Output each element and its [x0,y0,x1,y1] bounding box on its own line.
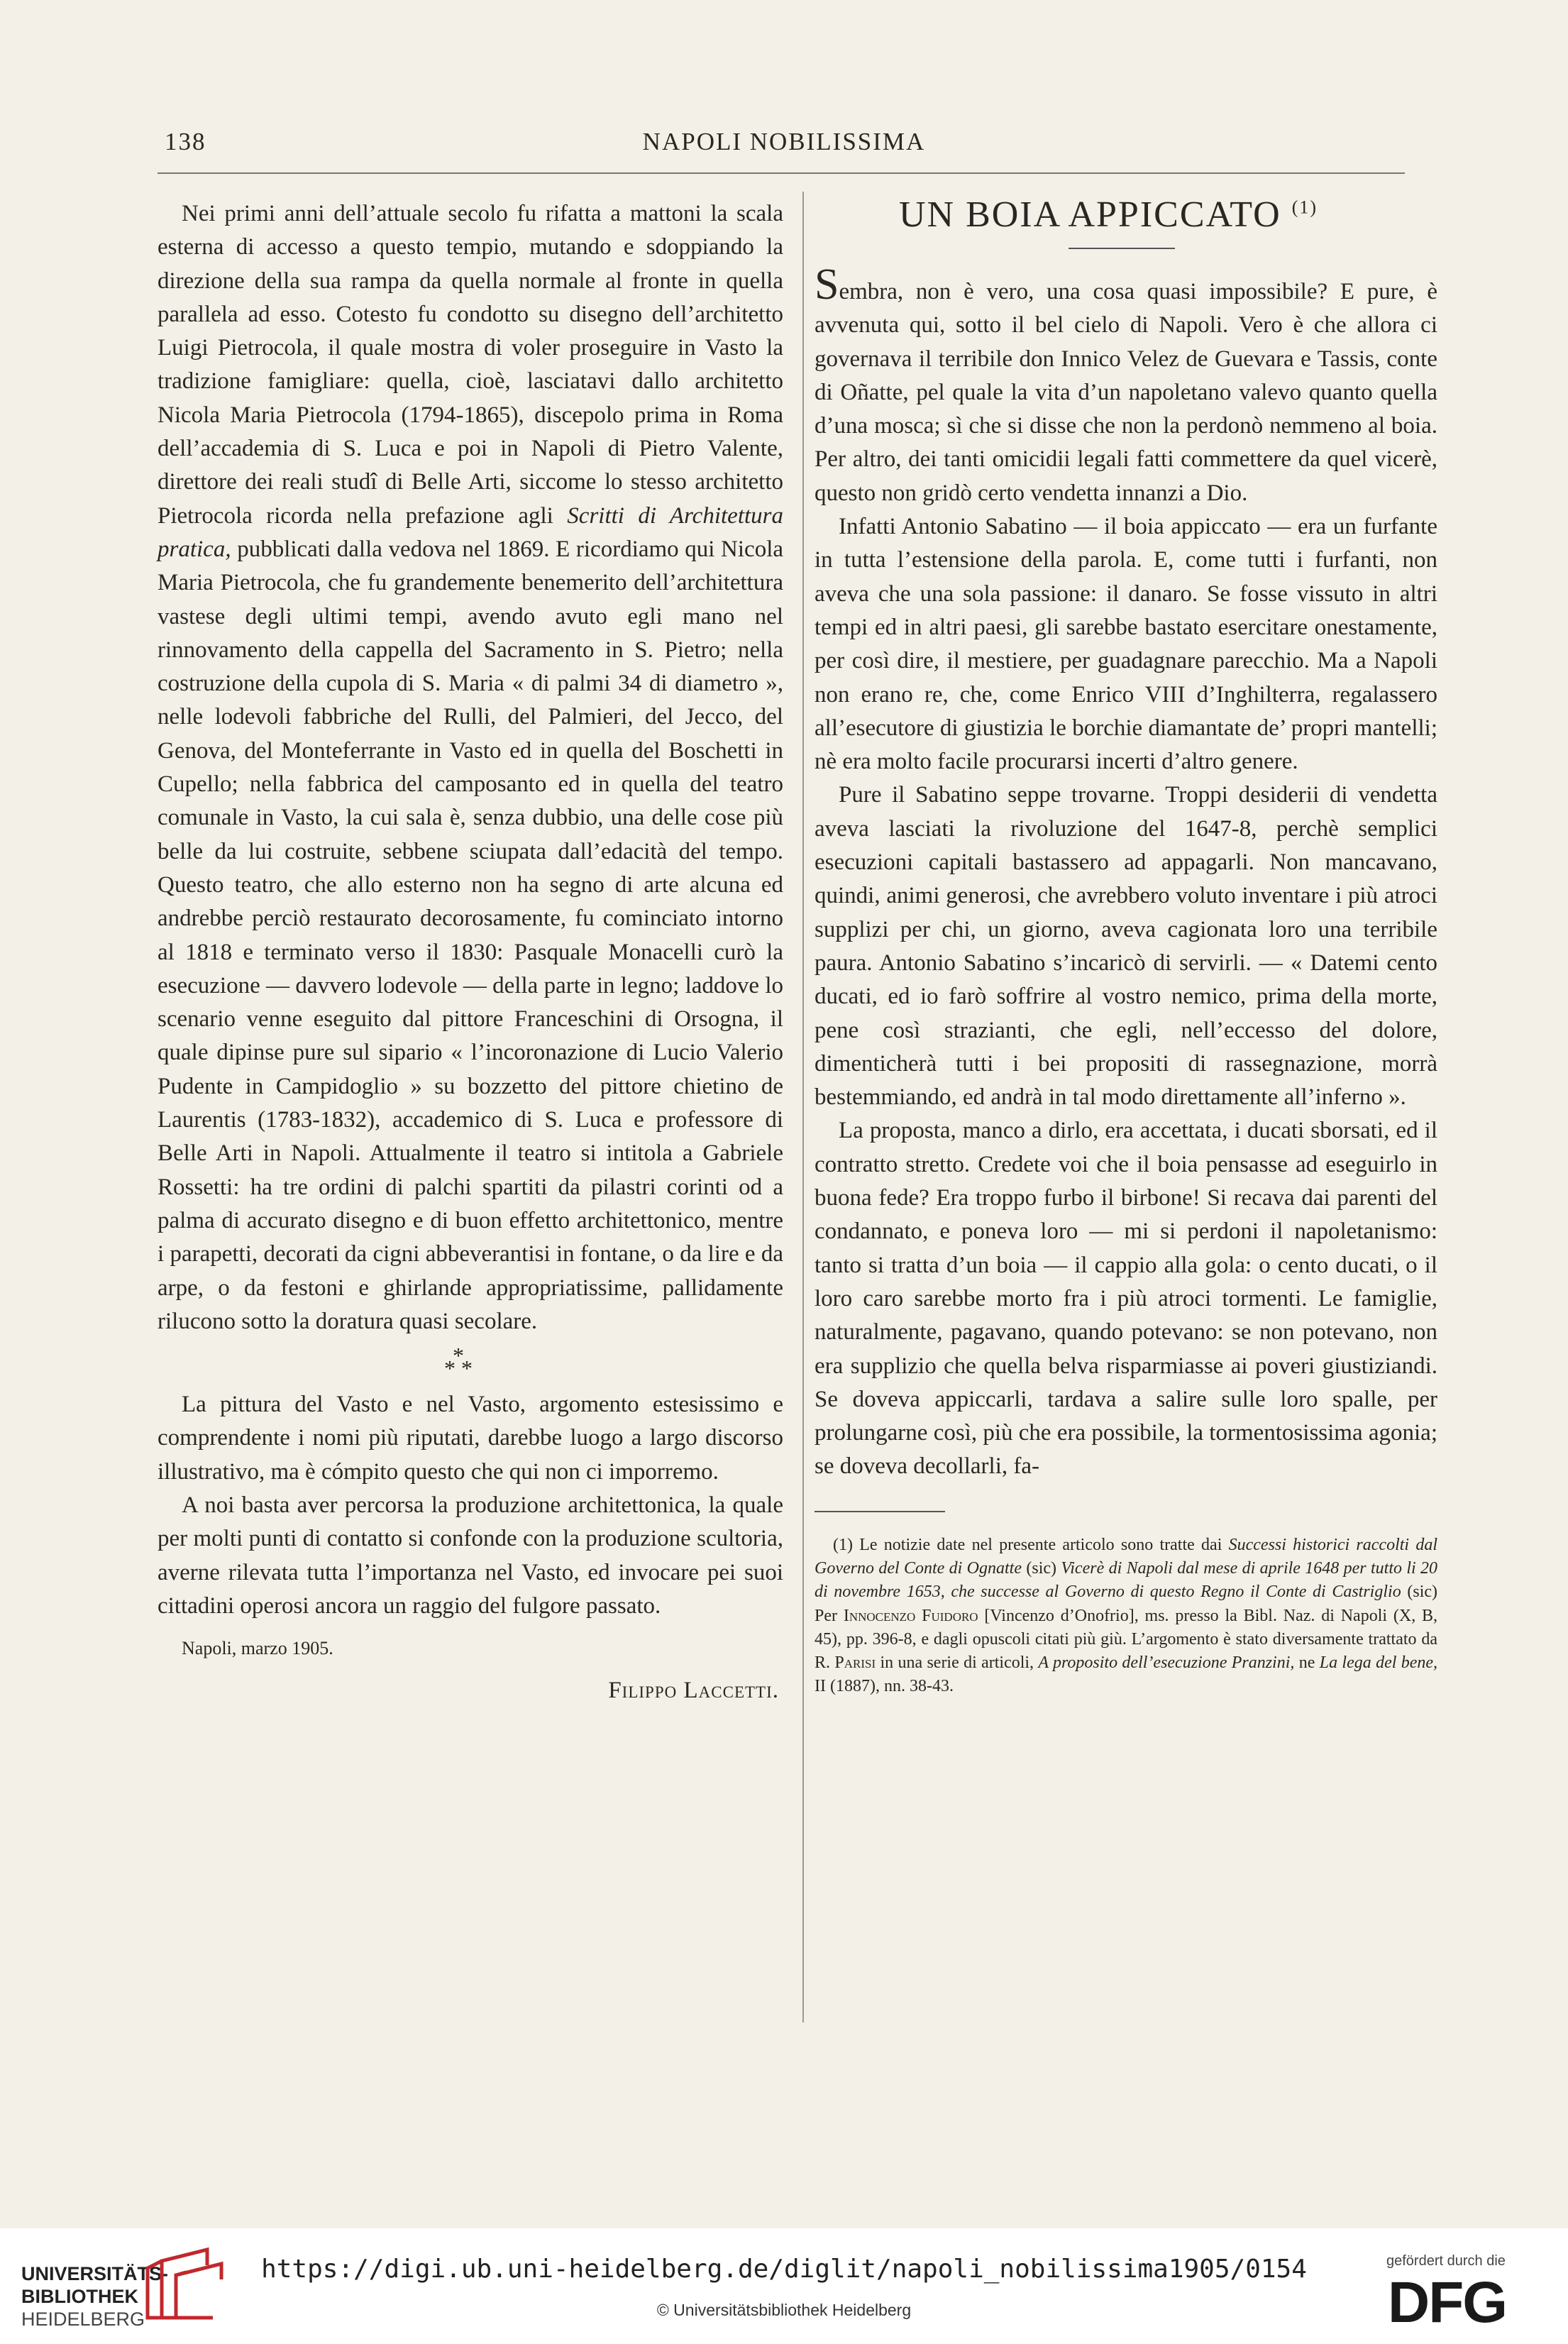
source-url-link[interactable]: https://digi.ub.uni-heidelberg.de/diglit/napoli_nobilissima1905/0154 [261,2255,1307,2284]
library-name-line: HEIDELBERG [21,2309,145,2330]
author-signature: Filippo Laccetti. [608,1678,779,1704]
library-name-line: UNIVERSITÄTS- [21,2263,169,2284]
asterism [158,1344,783,1384]
place-date: Napoli, marzo 1905. [182,1638,333,1659]
paragraph: Nei primi anni dell’attuale secolo fu rifatta a mattoni la scala esterna di accesso a questo tempio, mutando e sdoppiando la direzione della sua rampa da quella normale al fronte in quella parallela ad esso. Cotesto fu condotto su disegno dell’architetto Luigi Pietrocola, il quale mostra di voler proseguire in Vasto la tradizione famigliare: quella, cioè, lasciatavi dallo architetto Nicola Maria Pietrocola (1794-1865), discepolo prima in Roma dell’accademia di S. Luca e poi in Napoli di Pietro Valente, direttore dei reali studî di Belle Arti, siccome lo stesso architetto Pietrocola ricorda nella prefazione agli Scritti di Architettura pratica, pubblicati dalla vedova nel 1869. E ricordiamo qui Nicola Maria Pietrocola, che fu grandemente benemerito dell’architettura vastese degli ultimi tempi, avendo avuto egli mano nel rinnovamento della cappella del Sacramento in S. Pietro; nella costruzione della cupola di S. Maria « di palmi 34 di diametro », nelle lodevoli fabbriche del Rulli, del Palmieri, del Jecco, del Genova, del Monteferrante in Vasto ed in quella del Boschetti in Cupello; nella fabbrica del camposanto ed in quella del teatro comunale in Vasto, la cui sala è, senza dubbio, una delle cose più belle da lui costruite, sebbene sciupata dall’edacità del tempo. Questo teatro, che allo esterno non ha segno di arte alcuna ed andrebbe perciò restaurato decorosamente, fu cominciato intorno al 1818 e terminato verso il 1830: Pasquale Monacelli curò la esecuzione — davvero lodevole — della parte in legno; laddove lo scenario venne eseguito dal pittore Franceschini di Orsogna, il quale dipinse pure sul sipario « l’incoronazione di Lucio Valerio Pudente in Campidoglio » su bozzetto del pittore chietino de Laurentis (1783-1832), accademico di S. Luca e professore di Belle Arti in Napoli. Attualmente il teatro si intitola a Gabriele Rossetti: ha tre ordini di palchi spartiti da pilastri corinti od a palma di accurato disegno e di buon effetto architettonico, mentre i parapetti, decorati da cigni abbeverantisi in fontane, o da lire e da arpe, o da festoni e ghirlande appropriatissime, pallidamente rilucono sotto la doratura quasi secolare. [158,201,784,1334]
book-title: Scritti di Architettura pratica, [158,502,783,562]
title-footnote-marker: (1) [1291,197,1318,218]
asterism-star: * [444,1355,456,1382]
footnote: (1) Le notizie date nel presente articolo sono tratte dai Successi historici raccolti dal Governo del Conte di Ognatte (sic) Vicerè di Napoli dal mese di aprile 1648 per tutto li 20 di novembre 1653, che successe al Governo di questo Regno il Conte di Castriglio (sic) Per Innocenzo Fuidoro [Vincenzo d’Onofrio], ms. presso la Bibl. Naz. di Napoli (X, B, 45), pp. 396-8, e dagli opuscoli citati più giù. L’argomento è stato diversamente trattato da R. Parisi in una serie di articoli, A proposito dell’esecuzione Pranzini, ne La lega del bene, II (1887), nn. 38-43. [815,1535,1438,1696]
running-head [158,122,1410,162]
right-column [815,188,1437,1699]
journal-title: NAPOLI NOBILISSIMA [642,128,926,155]
drop-cap: S [815,260,839,309]
left-column [158,197,783,1707]
paragraph: Pure il Sabatino seppe trovarne. Troppi desiderii di vendetta aveva lasciati la rivoluzione del 1647-8, perchè semplici esecuzioni capitali bastassero ad appagarli. Non mancavano, quindi, animi generosi, che avrebbero voluto inventare i più atroci supplizi per chi, un giorno, aveva cagionata loro una terribile paura. Antonio Sabatino s’incaricò di servirli. — « Datemi cento ducati, ed io farò soffrire al vostro nemico, prima della morte, pene così strazianti, che egli, nell’eccesso del dolore, dimenticherà tutti i bei propositi di rassegnazione, morrà bestemmiando, ed andrà in tal modo direttamente all’inferno ». [815,782,1437,1111]
asterism-star: * [461,1355,473,1382]
paragraph: La pittura del Vasto e nel Vasto, argomento estesissimo e comprendente i nomi più riputati, darebbe luogo a largo discorso illustrativo, ma è cómpito questo che qui non ci imporremo. [158,1392,783,1485]
page-number: 138 [165,128,206,155]
header-rule [158,172,1405,174]
paragraph: Sembra, non è vero, una cosa quasi impossibile? E pure, è avvenuta qui, sotto il bel cielo di Napoli. Vero è che allora ci governava il terribile don Innico Velez de Guevara e Tassis, conte di Oñatte, pel quale la vita d’un napoletano valevo quanto quella d’una mosca; sì che si disse che non la perdonò nemmeno al boia. Per altro, dei tanti omicidii legali fatti commettere da quel vicerè, questo non gridò certo vendetta innanzi a Dio. [815,260,1437,506]
article-title: UN BOIA APPICCATO $^{(1)}$ [898,194,1318,235]
title-rule [1069,248,1175,249]
dfg-logo-text: DFG [1388,2277,1507,2328]
dfg-logo[interactable] [1388,2277,1547,2328]
footnote-rule [815,1511,945,1512]
paragraph: La proposta, manco a dirlo, era accettata, i ducati sborsati, ed il contratto stretto. Credete voi che il boia pensasse ad eseguirlo in buona fede? Era troppo furbo il birbone! Si recava dai parenti del condannato, e poneva loro — mi si perdoni il napoletanismo: tanto si tratta d’un boia — il cappio alla gola: o cento ducati, o il loro caro sarebbe morto fra i più atroci tormenti. Le famiglie, naturalmente, pagavano, quando potevano: se non potevano, non era supplizio che quella belva risparmiasse ai poveri giustiziandi. Se doveva appiccarli, tardava a salire sulle loro spalle, per prolungarne così, più che era possibile, la tormentosissima agonia; se doveva decollarli, fa- [815,1118,1437,1480]
column-divider [802,192,804,2023]
paragraph: A noi basta aver percorsa la produzione architettonica, la quale per molti punti di contatto si confonde con la produzione scultoria, averne rilevata tutta l’importanza nel Vasto, ed invocare pei suoi cittadini operosi ancora un raggio del fulgore passato. [158,1492,783,1619]
asterism-star: * [453,1343,464,1369]
footer-band [0,2228,1568,2344]
library-name-line: BIBLIOTHEK [21,2286,138,2307]
funding-label: gefördert durch die [1386,2253,1506,2269]
copyright-notice: © Universitätsbibliothek Heidelberg [656,2301,912,2319]
paragraph: Infatti Antonio Sabatino — il boia appiccato — era un furfante in tutta l’estensione della parola. E, come tutti i furfanti, non aveva che una sola passione: il danaro. Se fosse vissuto in altri tempi ed in altri paesi, gli sarebbe bastato esercitare onestamente, per così dire, il mestiere, per guadagnare parecchio. Ma a Napoli non erano re, che, come Enrico VIII d’Inghilterra, regalassero all’esecutore di giustizia le borchie diamantate de’ propri mantelli; nè era molto facile procurarsi incerti d’altro genere. [815,514,1437,775]
